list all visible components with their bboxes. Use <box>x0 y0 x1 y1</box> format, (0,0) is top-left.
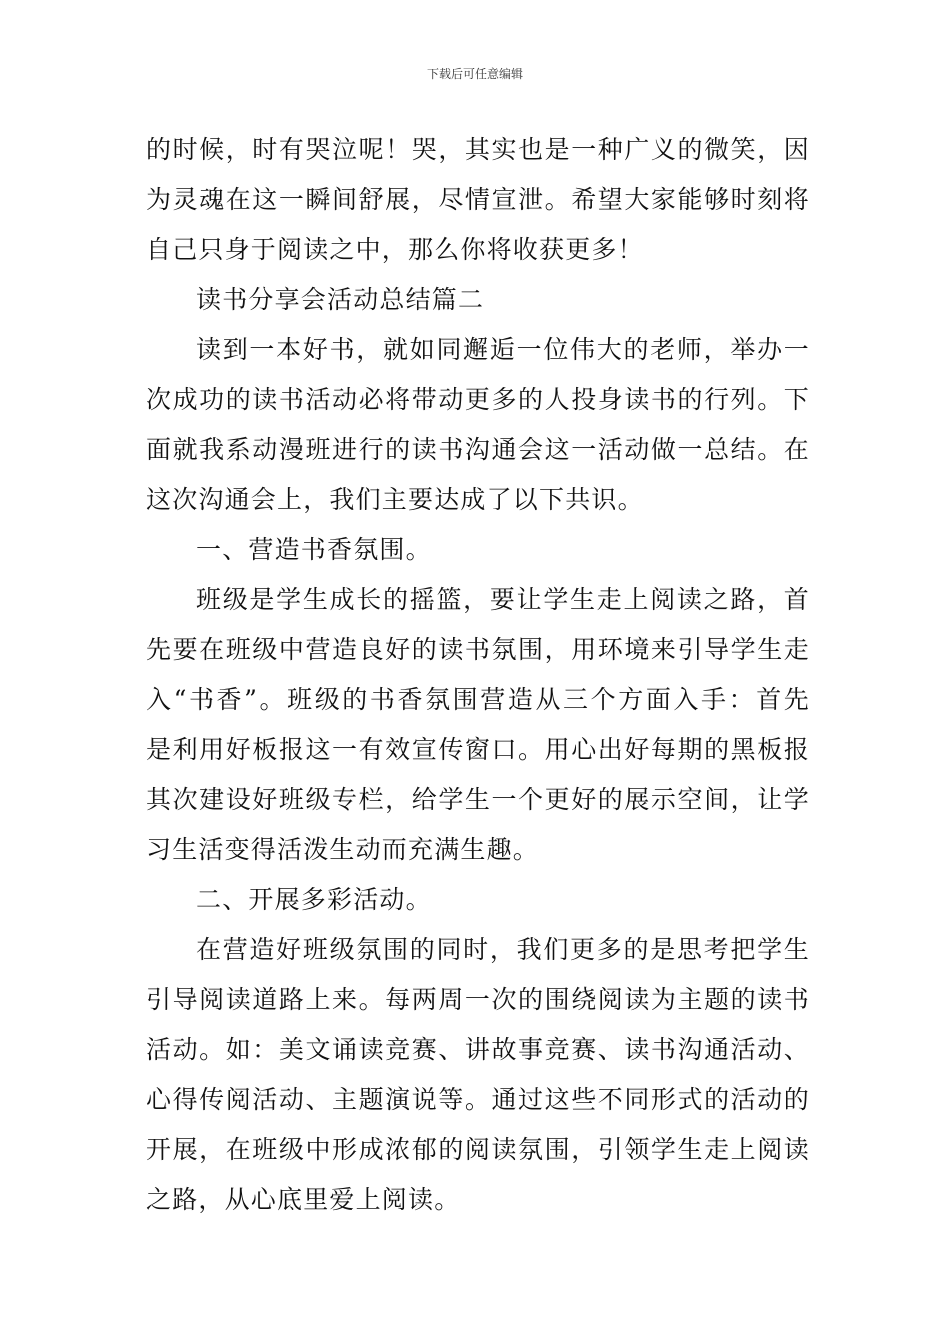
paragraph-line: 入“书香”。班级的书香氛围营造从三个方面入手：首先 <box>146 685 810 714</box>
paragraph-line: 自己只身于阅读之中，那么你将收获更多！ <box>146 235 644 264</box>
paragraph-line: 活动。如：美文诵读竞赛、讲故事竞赛、读书沟通活动、 <box>146 1035 810 1064</box>
paragraph-line: 其次建设好班级专栏，给学生一个更好的展示空间，让学 <box>146 785 810 814</box>
section-title: 读书分享会活动总结篇二 <box>196 285 485 314</box>
paragraph-line: 这次沟通会上，我们主要达成了以下共识。 <box>146 485 644 514</box>
paragraph-line: 面就我系动漫班进行的读书沟通会这一活动做一总结。在 <box>146 435 810 464</box>
paragraph-line: 引导阅读道路上来。每两周一次的围绕阅读为主题的读书 <box>146 985 810 1014</box>
paragraph-line: 开展，在班级中形成浓郁的阅读氛围，引领学生走上阅读 <box>146 1135 810 1164</box>
paragraph-line: 的时候，时有哭泣呢！哭，其实也是一种广义的微笑，因 <box>146 135 810 164</box>
paragraph-line: 为灵魂在这一瞬间舒展，尽情宣泄。希望大家能够时刻将 <box>146 185 810 214</box>
paragraph-line: 班级是学生成长的摇篮，要让学生走上阅读之路，首 <box>196 585 810 614</box>
paragraph-line: 之路，从心底里爱上阅读。 <box>146 1185 461 1214</box>
paragraph-line: 习生活变得活泼生动而充满生趣。 <box>146 835 540 864</box>
paragraph-line: 在营造好班级氛围的同时，我们更多的是思考把学生 <box>196 935 810 964</box>
paragraph-line: 心得传阅活动、主题演说等。通过这些不同形式的活动的 <box>146 1085 810 1114</box>
header-note: 下载后可任意编辑 <box>426 67 523 81</box>
paragraph-line: 次成功的读书活动必将带动更多的人投身读书的行列。下 <box>146 385 810 414</box>
paragraph-line: 读到一本好书，就如同邂逅一位伟大的老师，举办一 <box>196 335 810 364</box>
subheading: 二、开展多彩活动。 <box>196 885 432 914</box>
subheading: 一、营造书香氛围。 <box>196 535 432 564</box>
paragraph-line: 是利用好板报这一有效宣传窗口。用心出好每期的黑板报 <box>146 735 810 764</box>
paragraph-line: 先要在班级中营造良好的读书氛围，用环境来引导学生走 <box>146 635 810 664</box>
